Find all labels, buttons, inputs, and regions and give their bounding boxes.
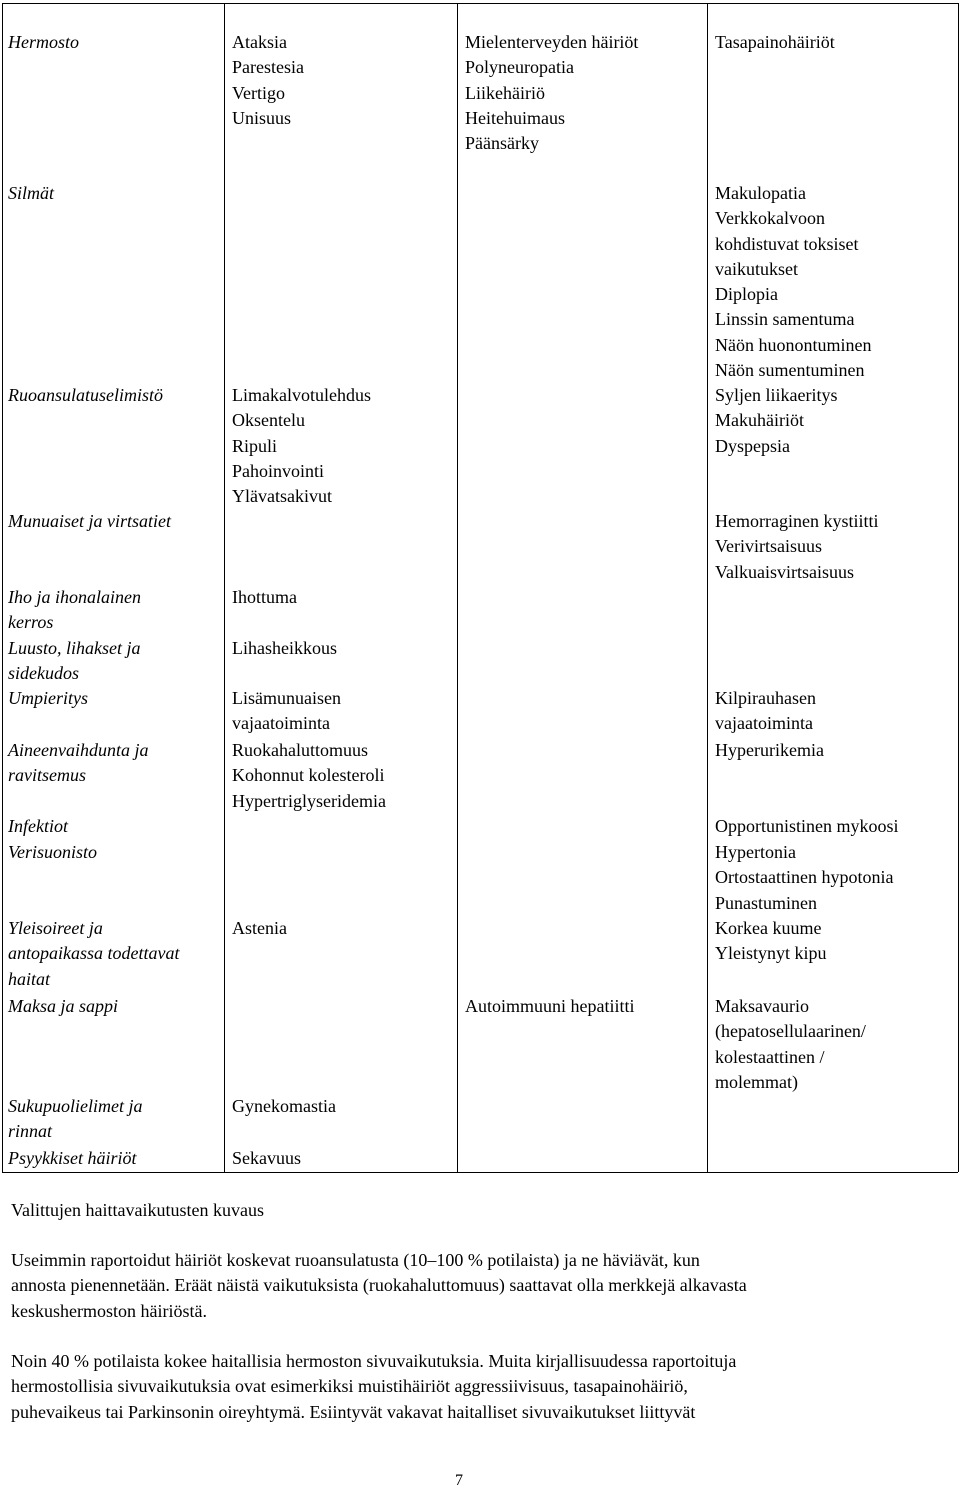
frequency-common-cell: Ihottuma xyxy=(232,587,297,607)
frequency-unknown-cell: Hemorraginen kystiitti Verivirtsaisuus Valkuaisvirtsaisuus xyxy=(715,511,879,582)
frequency-unknown-cell: Opportunistinen mykoosi xyxy=(715,816,899,836)
page-number: 7 xyxy=(455,1472,463,1489)
column-border xyxy=(2,3,3,1172)
category-cell: Psyykkiset häiriöt xyxy=(8,1148,137,1168)
column-border xyxy=(958,3,959,1172)
category-cell: Hermosto xyxy=(8,32,79,52)
frequency-unknown-cell: Tasapainohäiriöt xyxy=(715,32,835,52)
frequency-uncommon-cell: Autoimmuuni hepatiitti xyxy=(465,996,635,1016)
frequency-unknown-cell: Maksavaurio (hepatosellulaarinen/ kolestaattinen / molemmat) xyxy=(715,996,866,1092)
table-border xyxy=(2,1172,958,1173)
section-heading: Valittujen haittavaikutusten kuvaus xyxy=(11,1200,264,1220)
category-cell: Ruoansulatuselimistö xyxy=(8,385,164,405)
frequency-common-cell: Ataksia Parestesia Vertigo Unisuus xyxy=(232,32,304,128)
frequency-unknown-cell: Korkea kuume Yleistynyt kipu xyxy=(715,918,827,964)
frequency-common-cell: Sekavuus xyxy=(232,1148,301,1168)
category-cell: Verisuonisto xyxy=(8,842,98,862)
column-border xyxy=(224,3,225,1172)
frequency-common-cell: Lihasheikkous xyxy=(232,638,337,658)
category-cell: Umpieritys xyxy=(8,688,88,708)
frequency-common-cell: Ruokahaluttomuus Kohonnut kolesteroli Hypertriglyseridemia xyxy=(232,740,386,811)
paragraph: Noin 40 % potilaista kokee haitallisia hermoston sivuvaikutuksia. Muita kirjallisuudessa raportoituja hermostollisia sivuvaikutuksia ovat esimerkiksi muistihäiriöt aggressiivisuus, tasapainohäiriö, puhevaikeus tai Parkinsonin oireyhtymä. Esiintyvät vakavat haitalliset sivuvaikutukset liittyvät xyxy=(11,1351,737,1422)
column-border xyxy=(707,3,708,1172)
frequency-unknown-cell: Makulopatia Verkkokalvoon kohdistuvat toksiset vaikutukset Diplopia Linssin samentuma Näön huonontuminen Näön sumentuminen xyxy=(715,183,872,381)
frequency-common-cell: Limakalvotulehdus Oksentelu Ripuli Pahoinvointi Ylävatsakivut xyxy=(232,385,371,507)
category-cell: Sukupuolielimet ja rinnat xyxy=(8,1096,143,1142)
category-cell: Yleisoireet ja antopaikassa todettavat haitat xyxy=(8,918,180,989)
category-cell: Infektiot xyxy=(8,816,68,836)
category-cell: Iho ja ihonalainen kerros xyxy=(8,587,141,633)
frequency-uncommon-cell: Mielenterveyden häiriöt Polyneuropatia Liikehäiriö Heitehuimaus Päänsärky xyxy=(465,32,639,154)
frequency-unknown-cell: Hypertonia Ortostaattinen hypotonia Punastuminen xyxy=(715,842,894,913)
table-border xyxy=(2,3,958,4)
paragraph: Useimmin raportoidut häiriöt koskevat ruoansulatusta (10–100 % potilaista) ja ne häviävät, kun annosta pienennetään. Eräät näistä vaikutuksista (ruokahaluttomuus) saattavat olla merkkejä alkavasta keskushermoston häiriöstä. xyxy=(11,1250,747,1321)
column-border xyxy=(457,3,458,1172)
category-cell: Aineenvaihdunta ja ravitsemus xyxy=(8,740,149,786)
frequency-common-cell: Lisämunuaisen vajaatoiminta xyxy=(232,688,341,734)
frequency-unknown-cell: Kilpirauhasen vajaatoiminta xyxy=(715,688,816,734)
frequency-common-cell: Astenia xyxy=(232,918,287,938)
frequency-unknown-cell: Syljen liikaeritys Makuhäiriöt Dyspepsia xyxy=(715,385,838,456)
category-cell: Silmät xyxy=(8,183,55,203)
category-cell: Munuaiset ja virtsatiet xyxy=(8,511,171,531)
frequency-unknown-cell: Hyperurikemia xyxy=(715,740,824,760)
category-cell: Luusto, lihakset ja sidekudos xyxy=(8,638,141,684)
frequency-common-cell: Gynekomastia xyxy=(232,1096,336,1116)
category-cell: Maksa ja sappi xyxy=(8,996,118,1016)
